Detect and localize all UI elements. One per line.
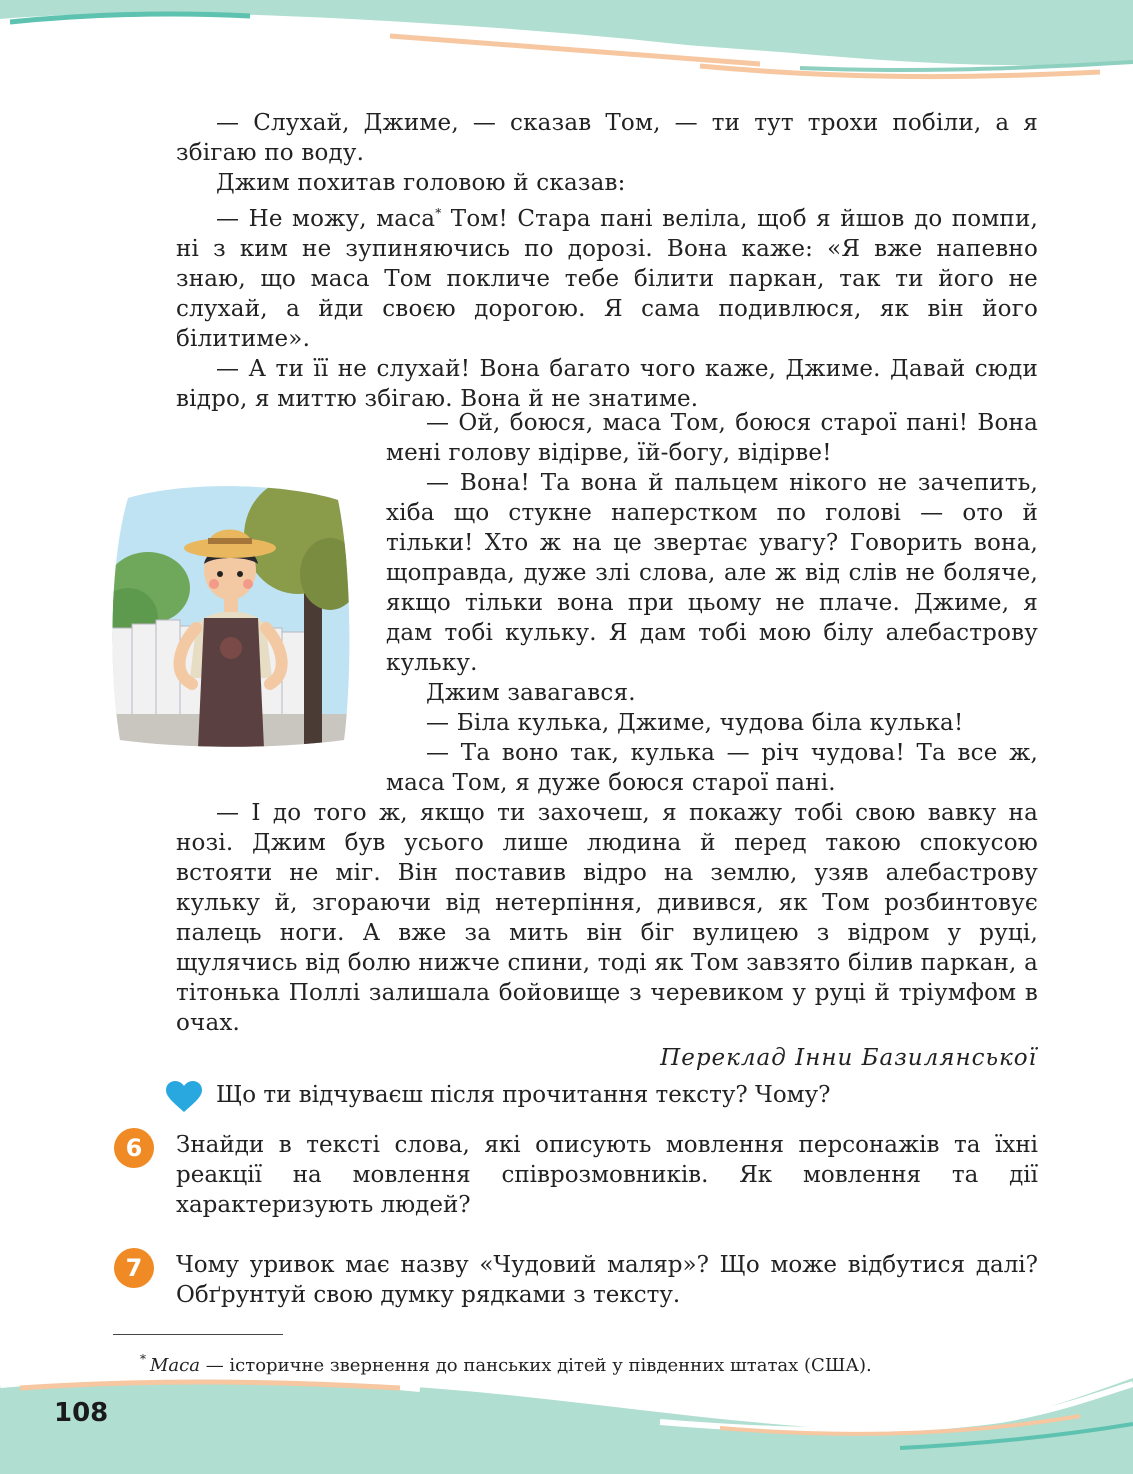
story-top-text [176,108,1038,414]
footnote-definition: — історичне звернення до панських дітей у південних штатах (США). [199,1355,872,1376]
task-text: Знайди в тексті слова, які описують мовлення персонажів та їхні реакції на мовлення співрозмовників. Як мовлення та дії характеризують людей? [176,1132,1038,1218]
footer-decoration [0,1364,1133,1474]
story-bottom-text [176,798,1038,1038]
story-paragraph [176,198,1038,354]
story-paragraph: Джим завагався. [426,680,636,706]
header-decoration [0,0,1133,90]
story-paragraph: — Ой, боюся, маса Том, боюся старої пані! Вона мені голову відірве, їй-богу, відірве! [386,410,1038,466]
story-paragraph: — І до того ж, якщо ти захочеш, я покажу тобі свою вавку на нозі. Джим був усього лише людина й перед такою спокусою встояти не міг. Він поставив відро на землю, узяв алебастрову кульку й, згораючи від нетерпіння, дивився, як Том розбинтовує палець ноги. А вже за мить він біг вулицею з відром у руці, щулячись від болю нижче спини, тоді як Том завзято білив паркан, а тітонька Поллі залишала бойовище з черевиком у руці й тріумфом в очах. [176,800,1038,1036]
page-number: 108 [54,1398,109,1428]
story-text-fragment: — Не можу, маса [216,206,436,232]
story-paragraph: — Вона! Та вона й пальцем нікого не зачепить, хіба що стукне наперстком по голові — ото й тільки! Хто ж на це звертає увагу? Говорить вона, щоправда, дуже злі слова, але ж від слів не боляче, якщо тільки вона при цьому не плаче. Джиме, я дам тобі кульку. Я дам тобі мою білу алебастрову кульку. [386,470,1038,676]
story-paragraph: — Біла кулька, Джиме, чудова біла кулька! [426,710,964,736]
footnote-divider [113,1334,283,1335]
task-number-badge: 6 [114,1128,154,1168]
story-paragraph: Джим похитав головою й сказав: [216,170,626,196]
task-number-badge: 7 [114,1248,154,1288]
task-text: Чому уривок має назву «Чудовий маляр»? Що може відбутися далі? Обґрунтуй свою думку рядками з тексту. [176,1252,1038,1308]
heart-icon [166,1081,202,1113]
story-paragraph: — Та воно так, кулька — річ чудова! Та все ж, маса Том, я дуже боюся старої пані. [386,740,1038,796]
translator-credit: Переклад Інни Базилянської [660,1045,1037,1071]
story-text-fragment: Том! Стара пані веліла, щоб я йшов до помпи, ні з ким не зупиняючись по дорозі. Вона каже: «Я вже напевно знаю, що маса Том покличе тебе білити паркан, так ти його не слухай, а йди своєю дорогою. Я сама подивлюся, як він його білитиме». [176,206,1038,352]
question-text: Що ти відчуваєш після прочитання тексту? Чому? [216,1082,831,1108]
story-paragraph: — Слухай, Джиме, — сказав Том, — ти тут трохи побіли, а я збігаю по воду. [176,110,1038,166]
story-paragraph: — А ти її не слухай! Вона багато чого каже, Джиме. Давай сюди відро, я миттю збігаю. Вона й не знатиме. [176,356,1038,412]
story-narrow-text [386,408,1038,798]
tom-illustration [108,478,352,748]
footnote-term: Маса [150,1355,200,1376]
footnote-marker: * [435,206,442,220]
footnote-star: * [140,1352,146,1366]
